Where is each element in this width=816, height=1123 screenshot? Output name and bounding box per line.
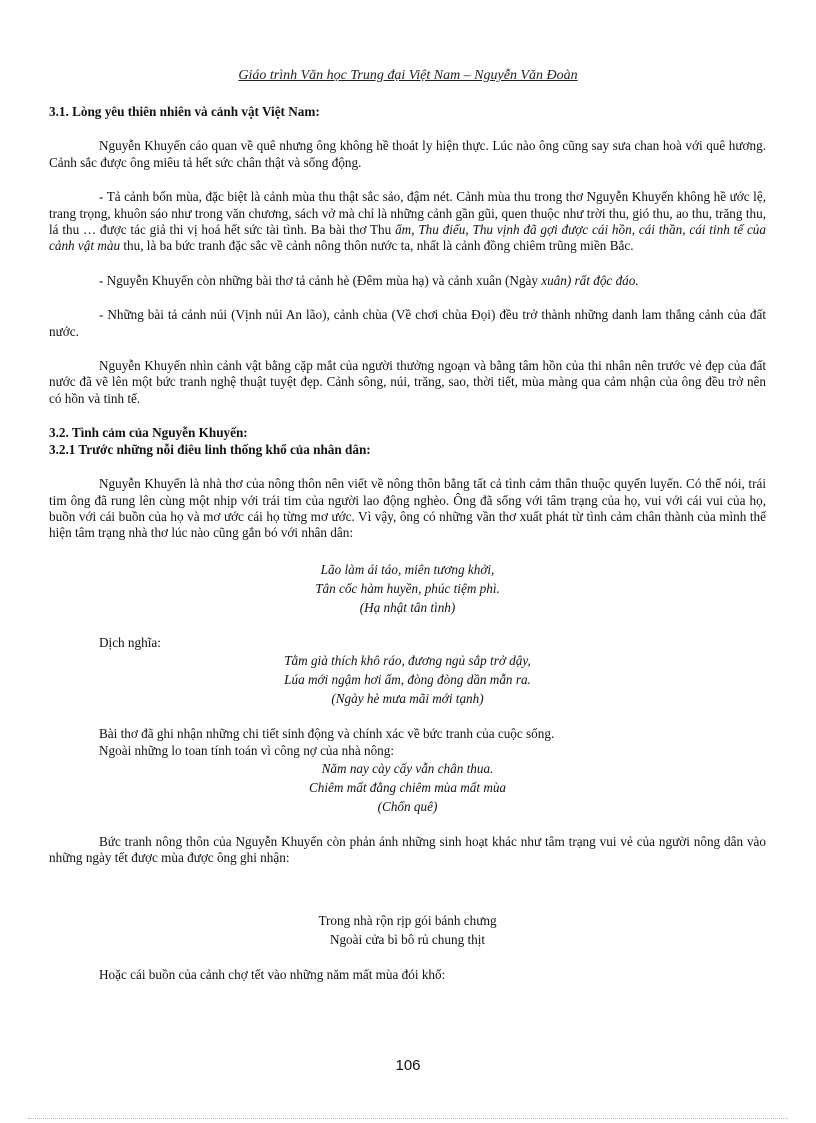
paragraph: Hoặc cái buồn của cảnh chợ tết vào những năm mất mùa đói khổ:	[99, 966, 446, 982]
poem-tet	[49, 911, 766, 949]
page-content	[49, 104, 766, 983]
paragraph: - Tả cảnh bốn mùa, đặc biệt là cảnh mùa thu thật sắc sảo, đậm nét. Cảnh mùa thu trong thơ Nguyễn Khuyến không hề ước lệ, trang trọng, khuôn sáo như trong văn chương, sách vở mà chỉ là những cảnh gần gũi, quen thuộc như trời thu, gió thu, ao thu, trăng thu, lá thu … được tác giả thi vị hoá hết sức tài tình. Ba bài thơ Thu ẩm, Thu điếu, Thu vịnh đã gợi được cái hồn, cái thần, cái tinh tế của cảnh vật màu thu, là ba bức tranh đặc sắc về cảnh nông thôn nước ta, nhất là cảnh đồng chiêm trũng miền Bắc.	[49, 189, 766, 254]
poem-source: (Hạ nhật tân tình)	[359, 599, 456, 615]
poem-translation	[49, 651, 766, 708]
poem-line: Tân cốc hàm huyền, phúc tiệm phì.	[315, 580, 500, 596]
section-heading-3-1: 3.1. Lòng yêu thiên nhiên và cảnh vật Việt Nam:	[49, 104, 320, 119]
translation-label: Dịch nghĩa:	[99, 634, 161, 650]
paragraph: Nguyễn Khuyến nhìn cảnh vật bằng cặp mắt của người thưởng ngoạn và bằng tâm hồn của thi nhân nên trước vẻ đẹp của đất nước đã vẽ lên một bức tranh nghệ thuật tuyệt đẹp. Cảnh sông, núi, trăng, sao, thời tiết, mùa màng qua cảm nhận của ông đều trở nên có hồn và tinh tế.	[49, 358, 766, 406]
poem-line: Lúa mới ngậm hơi ấm, đòng đòng dần mẫn ra.	[284, 672, 531, 688]
paragraph: Bức tranh nông thôn của Nguyễn Khuyến còn phản ánh những sinh hoạt khác như tâm trạng vui vẻ của người nông dân vào những ngày tết được mùa được ông ghi nhận:	[49, 833, 766, 866]
poem-excerpt	[49, 759, 766, 816]
poem-line: Trong nhà rộn rịp gói bánh chưng	[318, 912, 497, 928]
poem-source: (Ngày hè mưa mãi mới tạnh)	[331, 691, 484, 707]
paragraph: Nguyễn Khuyến cáo quan về quê nhưng ông không hề thoát ly hiện thực. Lúc nào ông cũng say sưa chan hoà với quê hương. Cảnh sắc được ông miêu tả hết sức chân thật và sống động.	[49, 138, 766, 170]
paragraph: - Những bài tả cảnh núi (Vịnh núi An lão), cảnh chùa (Về chơi chùa Đọi) đều trở thành những danh lam thắng cảnh của đất nước.	[49, 307, 766, 339]
poem-source: (Chốn quê)	[377, 798, 438, 814]
paragraph: Nguyễn Khuyến là nhà thơ của nông thôn nên viết về nông thôn bằng tất cả tình cảm thân thuộc quyến luyến. Có thể nói, trái tim ông đã rung lên cùng một nhịp với trái tim của người lao động nghèo. Ông đã sống với tâm trạng của họ, vui với cái vui của họ, buồn với cái buồn của họ và mơ ước cái họ từng mơ ước. Vì vậy, ông có những vần thơ xuất phát từ tình cảm chân thành của mình thể hiện tâm trạng nhà thơ lúc nào cũng gắn bó với nhân dân:	[49, 476, 766, 541]
poem-line: Tằm già thích khô ráo, đương ngủ sắp trở dậy,	[284, 653, 531, 669]
poem-line: Lão làm ái táo, miên tương khởi,	[320, 561, 495, 577]
page-number: 106	[395, 1057, 421, 1074]
page-header: Giáo trình Văn học Trung đại Việt Nam – Nguyễn Văn Đoàn	[238, 68, 578, 83]
section-heading-3-2: 3.2. Tình cảm của Nguyễn Khuyến:	[49, 425, 248, 441]
poem-line: Năm nay cày cấy vẫn chân thua.	[321, 760, 494, 776]
subsection-heading-3-2-1: 3.2.1 Trước những nỗi điêu linh thống khổ của nhân dân:	[49, 441, 371, 457]
paragraph: Ngoài những lo toan tính toán vì công nợ của nhà nông:	[99, 742, 395, 758]
paragraph: Bài thơ đã ghi nhận những chi tiết sinh động và chính xác về bức tranh của cuộc sống.	[99, 726, 555, 742]
paragraph: - Nguyễn Khuyến còn những bài thơ tả cảnh hè (Đêm mùa hạ) và cảnh xuân (Ngày xuân) rất độc đáo.	[99, 272, 639, 288]
poem-line: Chiêm mất đằng chiêm mùa mất mùa	[308, 779, 507, 795]
page-bottom-divider	[28, 1118, 788, 1119]
poem-original	[49, 560, 766, 617]
poem-line: Ngoài cửa bì bô rủ chung thịt	[329, 931, 486, 947]
